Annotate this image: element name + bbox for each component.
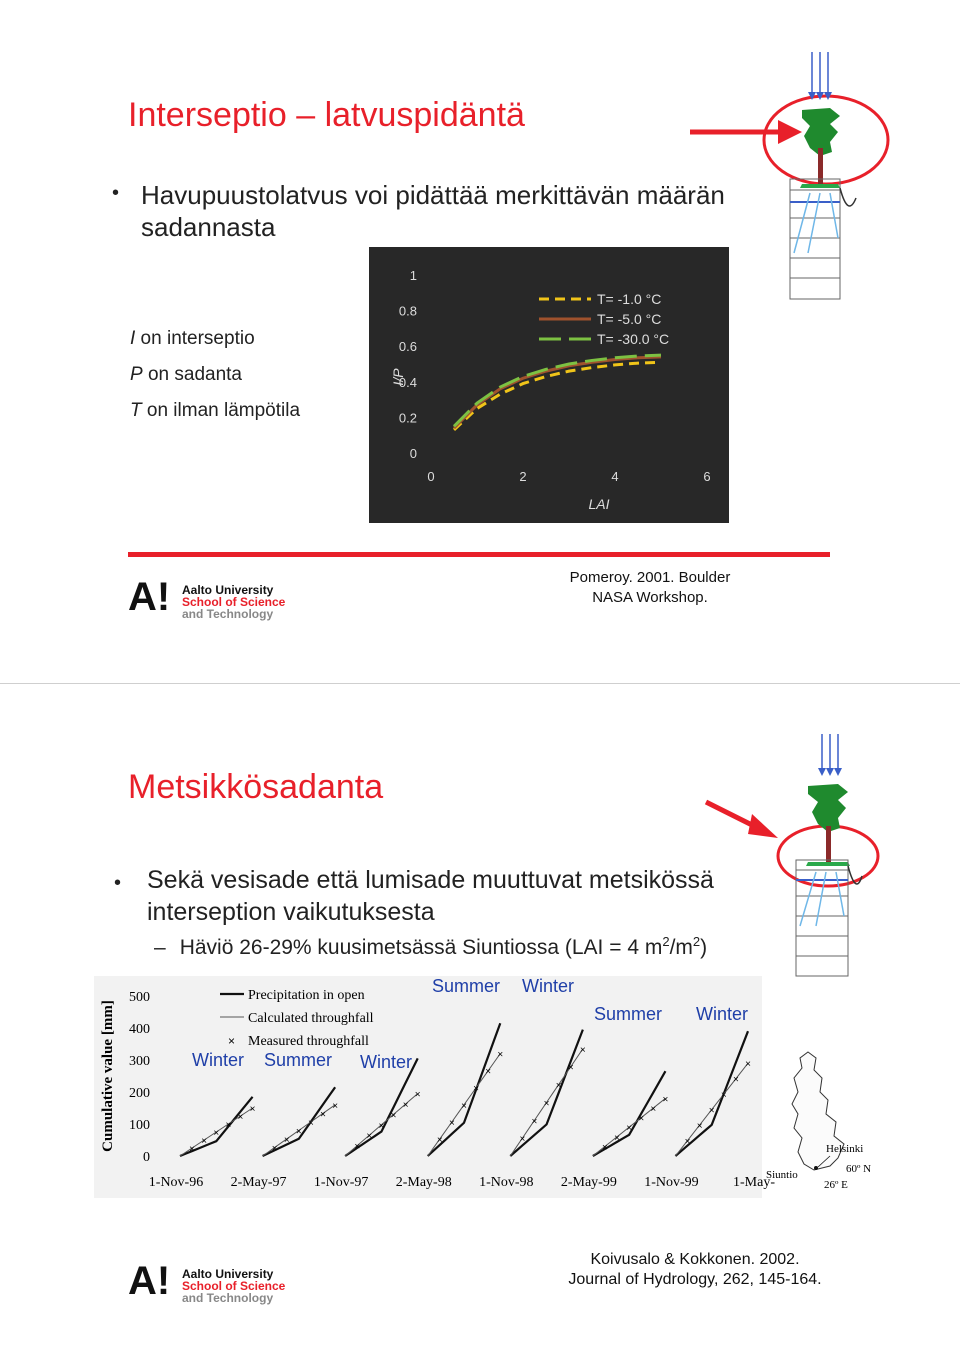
measured-throughfall-point: × [448, 1117, 455, 1129]
legend-label: Precipitation in open [248, 988, 365, 1003]
definition-i: I on interseptio [130, 328, 255, 349]
season-label: Summer [264, 1050, 333, 1070]
season-label: Winter [522, 976, 575, 996]
tree-throughfall-diagram [700, 730, 870, 980]
title-rule [128, 552, 830, 557]
legend-label: Calculated throughfall [248, 1011, 374, 1026]
x-tick-label: 0 [427, 469, 435, 484]
measured-throughfall-point: × [626, 1123, 633, 1135]
series-line [454, 355, 661, 426]
y-tick-label: 0.8 [398, 303, 417, 319]
measured-throughfall-point: × [332, 1100, 339, 1112]
y-tick-label: 200 [129, 1086, 150, 1101]
measured-throughfall-point: × [461, 1100, 467, 1112]
x-tick-label: 1-Nov-98 [479, 1175, 534, 1190]
citation: Pomeroy. 2001. Boulder NASA Workshop. [569, 569, 731, 606]
interception-chart [369, 247, 729, 523]
x-tick-label: 2 [519, 469, 527, 484]
measured-throughfall-point: × [436, 1134, 443, 1146]
legend-label: T= -5.0 °C [597, 311, 662, 327]
measured-throughfall-point: × [271, 1143, 278, 1155]
tree-interception-diagram [680, 48, 880, 308]
bullet-marker: • [112, 182, 120, 204]
map-site-label: Siuntio [766, 1169, 798, 1181]
measured-throughfall-point: × [237, 1112, 244, 1123]
y-tick-label: 0 [143, 1150, 150, 1165]
sub-bullet: – Häviö 26-29% kuusimetsässä Siuntiossa (LAI = 4 $m^2/m^2$) [154, 934, 708, 959]
measured-throughfall-point: × [696, 1121, 703, 1133]
measured-throughfall-point: × [473, 1083, 480, 1095]
y-tick-label: 0.4 [398, 374, 417, 390]
measured-throughfall-point: × [201, 1136, 208, 1147]
measured-throughfall-point: × [283, 1134, 290, 1146]
season-label: Winter [360, 1052, 413, 1072]
measured-throughfall-point: × [390, 1110, 397, 1122]
legend-label: Measured throughfall [248, 1034, 369, 1049]
legend-label: T= -30.0 °C [597, 331, 670, 347]
measured-throughfall-point: × [708, 1105, 715, 1117]
x-tick-label: 6 [703, 469, 711, 484]
bullet-text: Sekä vesisade että lumisade muuttuvat metsikössä interseption vaikutuksesta [147, 866, 714, 926]
measured-throughfall-point: × [366, 1131, 373, 1143]
finland-map [764, 1048, 880, 1198]
definition-p: P on sadanta [130, 364, 242, 385]
measured-throughfall-point: × [354, 1141, 361, 1153]
legend-swatch: × [228, 1034, 236, 1048]
y-tick-label: 0 [409, 446, 417, 461]
x-tick-label: 1-May- [733, 1175, 775, 1190]
bullet-marker: • [114, 872, 122, 894]
measured-throughfall-point: × [650, 1104, 657, 1115]
season-label: Winter [696, 1004, 749, 1024]
measured-throughfall-point: × [602, 1142, 608, 1154]
slide-metsikkosadanta [0, 684, 960, 1367]
map-lon-label: 26º E [824, 1179, 848, 1191]
x-tick-label: 1-Nov-96 [148, 1175, 204, 1190]
aalto-logo: A! Aalto University School of Science and Technology [128, 1259, 286, 1305]
measured-throughfall-point: × [189, 1144, 196, 1155]
slide-interseptio [0, 0, 960, 683]
map-city-label: Helsinki [826, 1143, 864, 1155]
measured-throughfall-point: × [225, 1120, 232, 1131]
y-tick-label: 300 [129, 1054, 150, 1069]
x-axis-label: LAI [588, 496, 610, 512]
x-tick-label: 1-Nov-97 [313, 1175, 369, 1190]
x-tick-label: 2-May-98 [395, 1175, 452, 1190]
measured-throughfall-point: × [531, 1116, 538, 1128]
y-axis-label: Cumulative value [mm] [100, 1000, 116, 1152]
measured-throughfall-point: × [567, 1062, 574, 1074]
map-lat-label: 60º N [846, 1163, 872, 1175]
legend-label: T= -1.0 °C [597, 291, 662, 307]
measured-throughfall-point: × [638, 1113, 645, 1125]
measured-throughfall-point: × [732, 1074, 739, 1086]
bullet-text: Havupuustolatvus voi pidättää merkittävän määrän sadannasta [141, 180, 725, 242]
y-tick-label: 0.6 [398, 339, 417, 355]
measured-throughfall-point: × [497, 1049, 504, 1061]
y-tick-label: 0.2 [398, 410, 417, 426]
x-tick-label: 2-May-99 [560, 1175, 617, 1190]
measured-throughfall-point: × [614, 1132, 620, 1144]
season-label: Summer [432, 976, 501, 996]
measured-throughfall-point: × [662, 1094, 669, 1106]
measured-throughfall-point: × [720, 1090, 727, 1102]
aalto-mark: A! [128, 575, 171, 619]
citation: Koivusalo & Kokkonen. 2002. Journal of Hydrology, 262, 145-164. [568, 1251, 822, 1288]
x-tick-label: 2-May-97 [230, 1175, 287, 1190]
measured-throughfall-point: × [249, 1104, 256, 1115]
aalto-logo: A! Aalto University School of Science and Technology [128, 575, 286, 621]
x-tick-label: 4 [611, 469, 619, 484]
measured-throughfall-point: × [543, 1098, 550, 1110]
season-label: Winter [192, 1050, 245, 1070]
y-tick-label: 100 [129, 1118, 150, 1133]
measured-throughfall-point: × [308, 1117, 314, 1129]
measured-throughfall-point: × [519, 1134, 526, 1146]
measured-throughfall-point: × [579, 1044, 586, 1056]
x-tick-label: 1-Nov-99 [644, 1175, 699, 1190]
y-axis-label: I/P [390, 368, 406, 386]
measured-throughfall-point: × [414, 1089, 421, 1101]
measured-throughfall-point: × [320, 1109, 326, 1121]
slide-title: Metsikkösadanta [128, 768, 384, 806]
measured-throughfall-point: × [378, 1120, 385, 1132]
measured-throughfall-point: × [684, 1136, 691, 1148]
measured-throughfall-point: × [213, 1128, 220, 1139]
y-tick-label: 400 [129, 1022, 150, 1037]
y-tick-label: 1 [409, 268, 417, 283]
measured-throughfall-point: × [402, 1100, 409, 1111]
measured-throughfall-point: × [485, 1066, 492, 1078]
measured-throughfall-point: × [555, 1080, 562, 1092]
measured-throughfall-point: × [745, 1059, 751, 1071]
slide-title: Interseptio – latvuspidäntä [128, 96, 525, 134]
interception-chart-svg [369, 247, 729, 523]
season-label: Summer [594, 1004, 663, 1024]
y-tick-label: 500 [129, 990, 150, 1005]
aalto-mark: A! [128, 1259, 171, 1303]
definition-t: T on ilman lämpötila [130, 400, 301, 421]
measured-throughfall-point: × [295, 1126, 302, 1138]
